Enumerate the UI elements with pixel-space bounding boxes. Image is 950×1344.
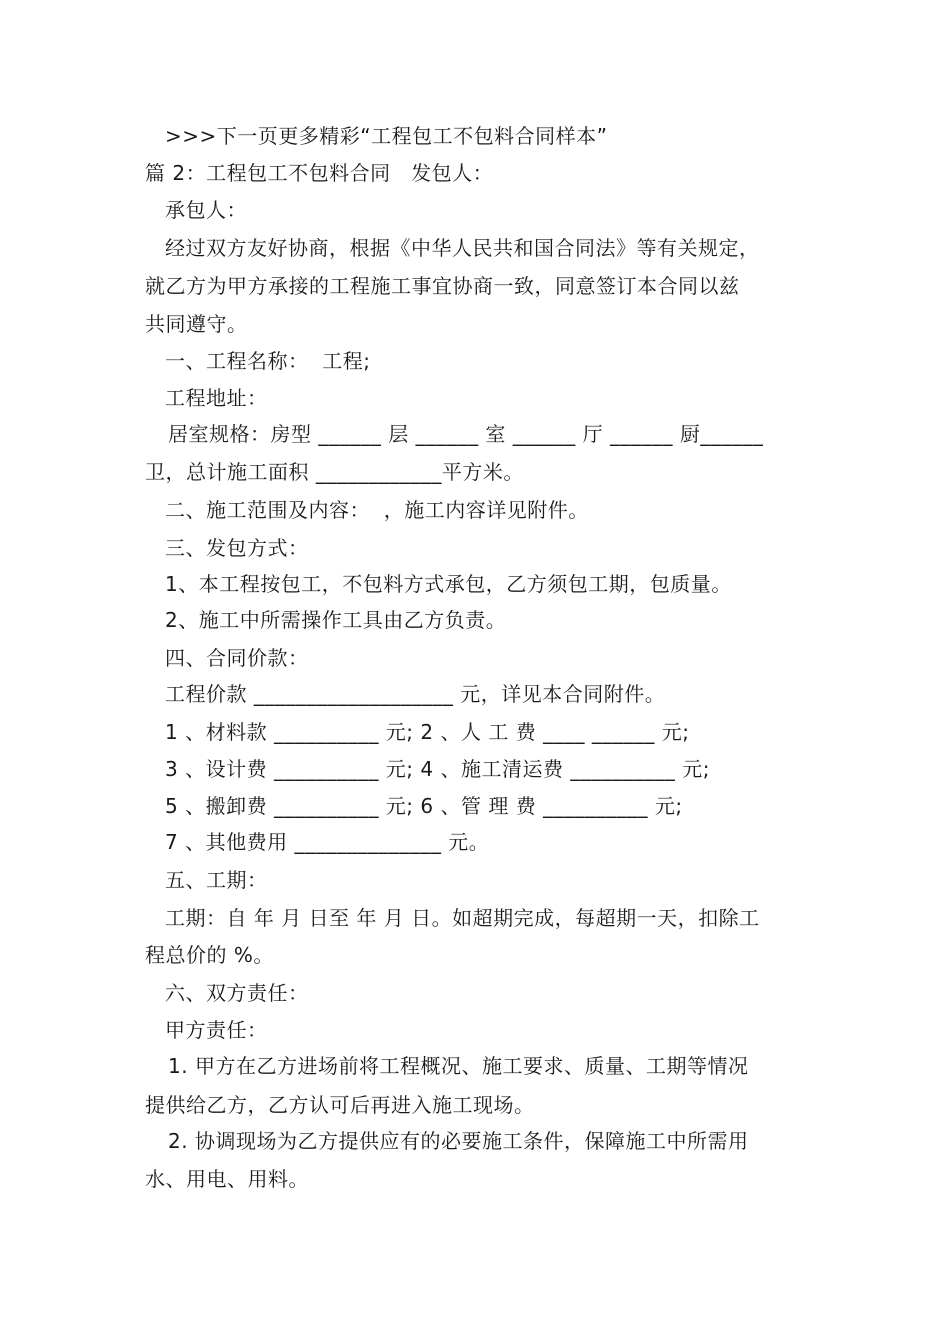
section-heading: 甲方责任： xyxy=(165,1018,268,1042)
list-item: 1. 甲方在乙方进场前将工程概况、施工要求、质量、工期等情况 xyxy=(168,1054,749,1078)
paragraph-line: 居室规格：房型 ______ 层 ______ 室 ______ 厅 ______ 厨______ xyxy=(168,422,764,446)
paragraph-line: 工程价款 ___________________ 元，详见本合同附件。 xyxy=(165,682,666,706)
section-heading: 四、合同价款： xyxy=(165,646,309,670)
paragraph-line: 经过双方友好协商，根据《中华人民共和国合同法》等有关规定， xyxy=(165,236,760,260)
section-heading: 二、施工范围及内容： ，施工内容详见附件。 xyxy=(165,498,589,522)
list-item: 2、施工中所需操作工具由乙方负责。 xyxy=(165,608,507,632)
section-heading: 三、发包方式： xyxy=(165,536,309,560)
section-heading: 六、双方责任： xyxy=(165,981,309,1005)
list-item: 5 、搬卸费 __________ 元; 6 、管 理 费 __________ 元; xyxy=(165,794,683,818)
paragraph-line: 就乙方为甲方承接的工程施工事宜协商一致，同意签订本合同以兹 xyxy=(145,274,740,298)
section-heading: 五、工期： xyxy=(165,868,268,892)
article-heading: 篇 2：工程包工不包料合同 发包人： xyxy=(145,161,494,185)
paragraph-line: 提供给乙方，乙方认可后再进入施工现场。 xyxy=(145,1093,535,1117)
list-item: 2. 协调现场为乙方提供应有的必要施工条件，保障施工中所需用 xyxy=(168,1129,749,1153)
contractor-label: 承包人： xyxy=(165,198,247,222)
section-heading: 一、工程名称： 工程; xyxy=(165,349,371,373)
paragraph-line: 水、用电、用料。 xyxy=(145,1167,309,1191)
list-item: 1、本工程按包工，不包料方式承包，乙方须包工期，包质量。 xyxy=(165,572,732,596)
paragraph-line: 工期：自 年 月 日至 年 月 日。如超期完成，每超期一天，扣除工 xyxy=(165,906,760,930)
paragraph-line: 程总价的 %。 xyxy=(145,943,274,967)
field-label: 工程地址： xyxy=(165,386,268,410)
list-item: 1 、材料款 __________ 元; 2 、人 工 费 ____ ______ 元; xyxy=(165,720,690,744)
list-item: 3 、设计费 __________ 元; 4 、施工清运费 __________ 元; xyxy=(165,757,710,781)
paragraph-line: 卫，总计施工面积 ____________平方米。 xyxy=(145,460,524,484)
next-page-link-text: >>>下一页更多精彩“工程包工不包料合同样本” xyxy=(165,124,608,148)
list-item: 7 、其他费用 ______________ 元。 xyxy=(165,830,490,854)
paragraph-line: 共同遵守。 xyxy=(145,312,248,336)
